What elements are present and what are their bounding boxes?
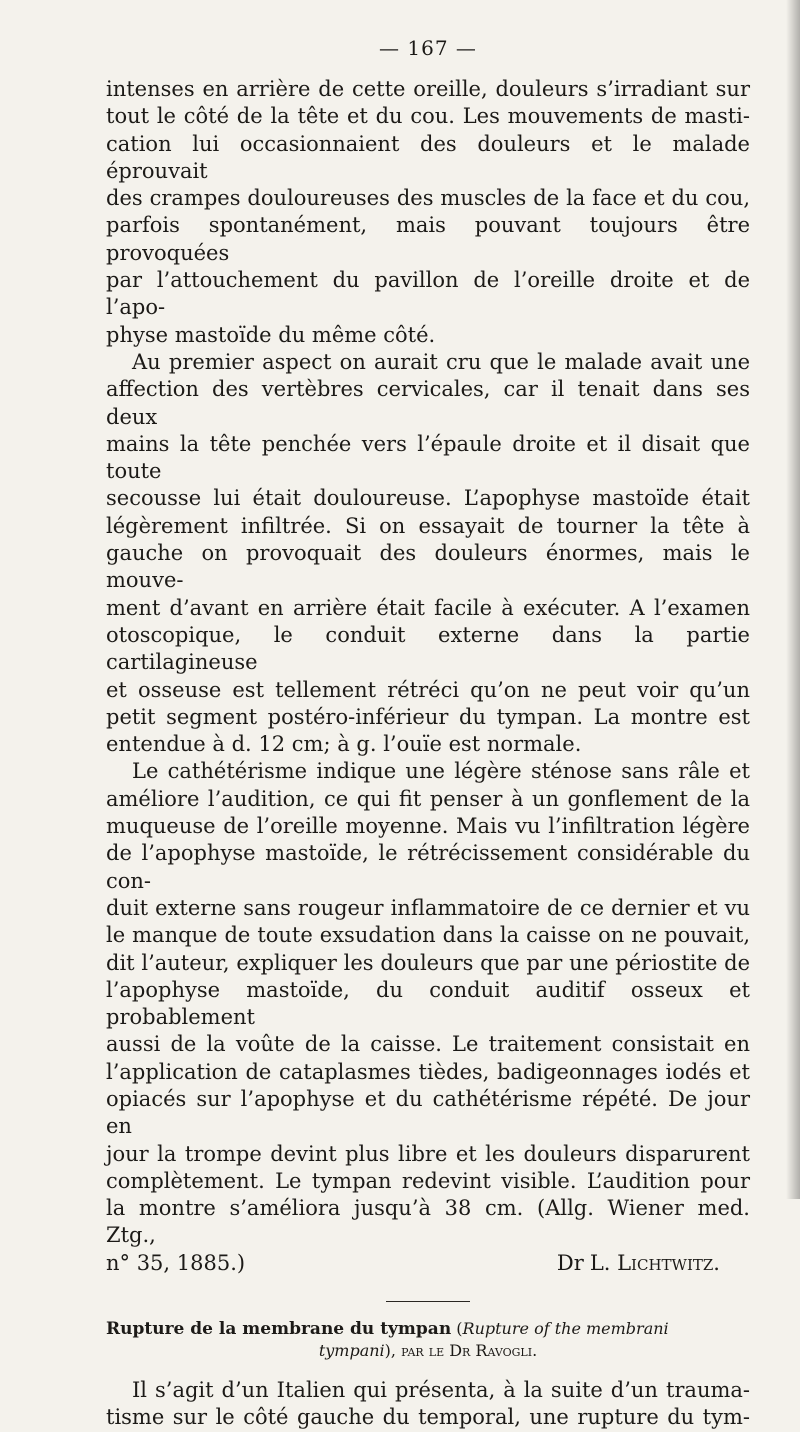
text-line: par l’attouchement du pavillon de l’oreille droite et de l’apo- [106,268,750,320]
text-line: légèrement infiltrée. Si on essayait de tourner la tête à [106,513,750,538]
article-byline-line [106,1340,750,1361]
text-line: complètement. Le tympan redevint visible. L’audition pour [106,1168,750,1193]
text-line: mains la tête penchée vers l’épaule droite et il disait que toute [106,431,750,484]
article-subtitle-part1: Rupture of the membrani [462,1319,669,1339]
citation-author-name: L. Lichtwitz. [589,1250,720,1275]
text-line: l’application de cataplasmes tièdes, badigeonnages iodés et [106,1059,750,1084]
text-line: muqueuse de l’oreille moyenne. Mais vu l’infiltration légère [106,814,750,839]
text-line: de l’apophyse mastoïde, le rétrécissement considérable du con- [106,841,750,893]
text-line: Il s’agit d’un Italien qui présenta, à la suite d’un trauma- [132,1378,750,1403]
section-divider [386,1301,470,1302]
text-line: et osseuse est tellement rétréci qu’on ne peut voir qu’un [106,677,750,702]
text-line: jour la trompe devint plus libre et les douleurs disparurent [106,1141,750,1166]
text-line: otoscopique, le conduit externe dans la partie cartilagineuse [106,622,750,675]
text-line: l’apophyse mastoïde, du conduit auditif osseux et probablement [106,977,750,1030]
text-line: parfois spontanément, mais pouvant toujours être provoquées [106,213,750,265]
citation-journal: Allg. Wiener med. Ztg. [106,1196,750,1248]
article-subtitle-close: ), [384,1341,396,1361]
text-line: le manque de toute exsudation dans la caisse on ne pouvait, [106,923,750,948]
citation [106,1250,750,1277]
text-line: Au premier aspect on aurait cru que le malade avait une [132,349,750,374]
text-line: tisme sur le côté gauche du temporal, une rupture du tym- [106,1405,750,1430]
text-line: opiacés sur l’apophyse et du cathétérisme répété. De jour en [106,1086,750,1139]
text-line-content: la montre s’améliora jusqu’à 38 cm. [106,1196,524,1221]
citation-issue: n° 35, 1885.) [106,1250,246,1275]
article-byline: par le Dr Ravogli. [401,1341,538,1361]
citation-author [557,1250,720,1277]
text-line: duit externe sans rougeur inflammatoire de ce dernier et vu [106,895,750,920]
text-line: physe mastoïde du même côté. [106,322,436,347]
text-line: des crampes douloureuses des muscles de la face et du cou, [106,186,750,211]
text-line: entendue à d. 12 cm; à g. l’ouïe est normale. [106,732,582,757]
paragraph-1 [106,76,750,349]
paragraph-3 [106,758,750,1277]
citation-source-open: ( [537,1196,546,1221]
text-line: Le cathétérisme indique une légère sténose sans râle et [132,759,750,784]
page-number: — 167 — [379,36,477,60]
text-line: aussi de la voûte de la caisse. Le traitement consistait en [106,1032,750,1057]
article-heading [106,1318,750,1361]
citation-source-rest: , [149,1223,156,1248]
text-line: ment d’avant en arrière était facile à exécuter. A l’examen [106,595,750,620]
citation-author-prefix: Dr [556,1250,584,1275]
text-line: améliore l’audition, ce qui fit penser à un gonflement de la [106,786,750,811]
text-line: gauche on provoquait des douleurs énormes, mais le mouve- [106,541,750,593]
text-line: affection des vertèbres cervicales, car il tenait dans ses deux [106,377,750,429]
text-line: cation lui occasionnaient des douleurs et le malade éprouvait [106,131,750,183]
paragraph-4 [106,1377,750,1432]
text-line: dit l’auteur, expliquer les douleurs que par une périostite de [106,950,750,975]
paragraph-2 [106,349,750,758]
text-line: petit segment postéro-inférieur du tympan. La montre est [106,704,750,729]
article-subtitle-part2: tympani [318,1341,385,1361]
text-line [106,1195,750,1250]
article-title: Rupture de la membrane du tympan [106,1319,452,1340]
text-line: intenses en arrière de cette oreille, douleurs s’irradiant sur [106,77,750,101]
text-line: tout le côté de la tête et du cou. Les mouvements de masti- [106,104,750,129]
article-subtitle-open: ( [456,1319,463,1339]
text-line: secousse lui était douloureuse. L’apophyse mastoïde était [106,486,750,511]
